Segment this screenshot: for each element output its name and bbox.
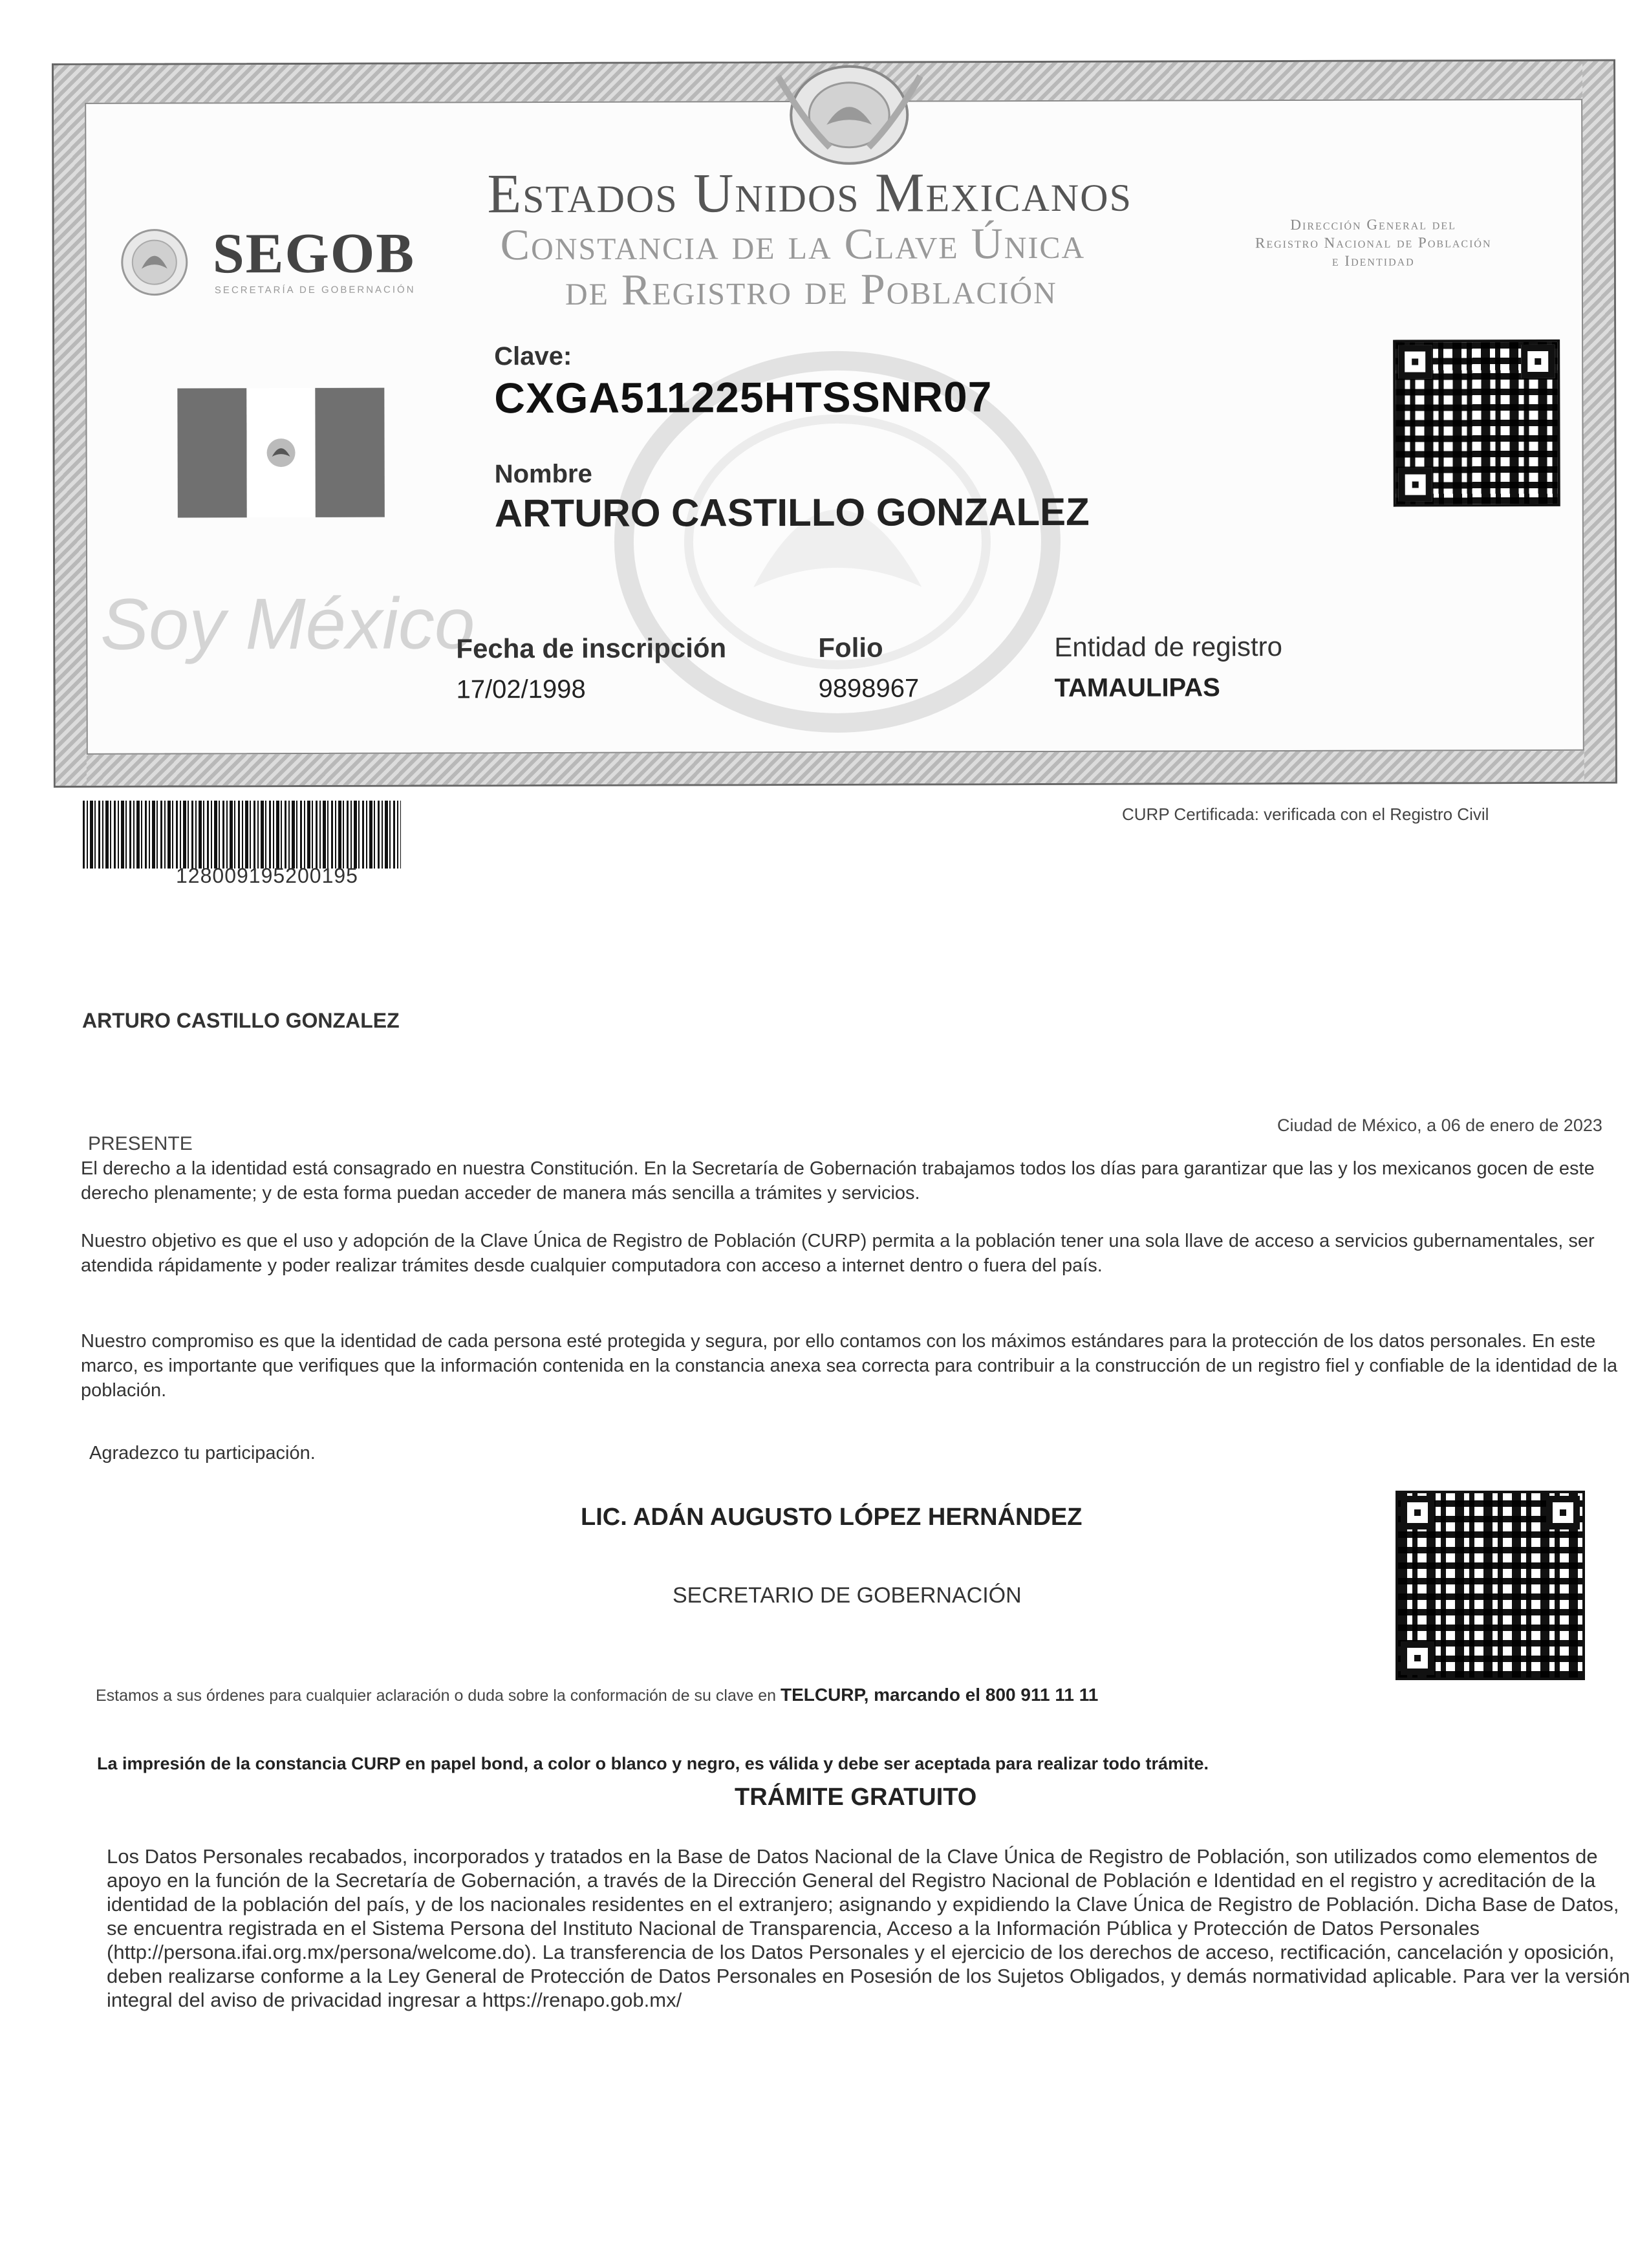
contact-line xyxy=(96,1685,1098,1705)
document-title-line2: de Registro de Población xyxy=(565,263,1057,314)
barcode-icon xyxy=(83,801,401,869)
eagle-seal-icon xyxy=(119,226,190,297)
folio-label: Folio xyxy=(818,632,883,663)
clave-value: CXGA511225HTSSNR07 xyxy=(494,373,993,422)
validity-note: La impresión de la constancia CURP en papel bond, a color o blanco y negro, es válida y debe ser aceptada para realizar todo trámite. xyxy=(97,1754,1209,1773)
barcode-number: 128009195200195 xyxy=(176,864,358,887)
nombre-label: Nombre xyxy=(494,459,592,489)
paragraph-3: Nuestro compromiso es que la identidad de cada persona esté protegida y segura, por ello contamos con los máximos estándares para la protección de los datos personales. En este marco, es importante que verifiques que la información contenida en la constancia anexa sea correcta para contribuir a la construcción de un registro fiel y confiable de la identidad de la población. xyxy=(81,1331,1618,1401)
telcurp-phone: TELCURP, marcando el 800 911 11 11 xyxy=(780,1685,1099,1705)
qr-code-icon xyxy=(1396,1491,1585,1680)
card-border-right xyxy=(1582,61,1615,782)
direction-line1: Dirección General del xyxy=(1290,216,1456,233)
direction-line3: e Identidad xyxy=(1331,252,1415,269)
fecha-value: 17/02/1998 xyxy=(456,675,586,704)
entidad-value: TAMAULIPAS xyxy=(1054,673,1220,702)
country-title: Estados Unidos Mexicanos xyxy=(487,160,1133,225)
curp-certificate-card xyxy=(52,59,1617,788)
contact-prefix: Estamos a sus órdenes para cualquier aclaración o duda sobre la conformación de su clave en xyxy=(96,1687,777,1705)
slogan: Soy México xyxy=(100,583,475,665)
qr-code-icon xyxy=(1393,340,1560,507)
segob-logo: SEGOB xyxy=(212,222,416,286)
mexican-flag-icon xyxy=(177,388,385,518)
privacy-notice: Los Datos Personales recabados, incorporados y tratados en la Base de Datos Nacional de la Clave Única de Registro de Población, son utilizados como elementos de apoyo en la función de la Secretaría de Gobernación, a través de la Dirección General del Registro Nacional de Población e Identidad en el registro y acreditación de la identidad de la población del país, y de los nacionales residentes en el extranjero; asignando y expidiendo la Clave Única de Registro de Población. Dicha Base de Datos, se encuentra registrada en el Sistema Persona del Instituto Nacional de Transparencia, Acceso a la Información Pública y Protección de Datos Personales (http://persona.ifai.org.mx/persona/welcome.do). La transferencia de los Datos Personales y el ejercicio de los derechos de acceso, rectificación, cancelación y oposición, deben realizarse conforme a la Ley General de Protección de Datos Personales en Posesión de los Sujetos Obligados, y demás normatividad aplicable. Para ver la versión integral del aviso de privacidad ingresar a https://renapo.gob.mx/ xyxy=(107,1845,1630,2011)
letter-thanks: Agradezco tu participación. xyxy=(89,1443,316,1463)
free-procedure: TRÁMITE GRATUITO xyxy=(735,1784,977,1811)
segob-subtitle: SECRETARÍA DE GOBERNACIÓN xyxy=(214,284,416,296)
direction-text xyxy=(1205,215,1542,270)
signer-title: SECRETARIO DE GOBERNACIÓN xyxy=(673,1583,1022,1608)
letter-presente: PRESENTE xyxy=(88,1133,193,1154)
paragraph-2: Nuestro objetivo es que el uso y adopción de la Clave Única de Registro de Población (CURP) permita a la población tener una sola llave de acceso a servicios gubernamentales, ser atendida rápidamente y poder realizar trámites desde cualquier computadora con acceso a internet dentro o fuera del país. xyxy=(81,1231,1595,1276)
letter-place-date: Ciudad de México, a 06 de enero de 2023 xyxy=(1277,1116,1602,1135)
nombre-value: ARTURO CASTILLO GONZALEZ xyxy=(494,490,1090,535)
direction-line2: Registro Nacional de Población xyxy=(1255,234,1492,252)
entidad-label: Entidad de registro xyxy=(1054,631,1282,662)
paragraph-1: El derecho a la identidad está consagrado en nuestra Constitución. En la Secretaría de Gobernación trabajamos todos los días para garantizar que las y los mexicanos gocen de este derecho plenamente; y de esta forma puedan acceder de manera más sencilla a trámites y servicios. xyxy=(81,1158,1595,1204)
card-border-bottom xyxy=(56,751,1615,786)
folio-value: 9898967 xyxy=(818,674,920,703)
clave-label: Clave: xyxy=(494,341,572,371)
signer-name: LIC. ADÁN AUGUSTO LÓPEZ HERNÁNDEZ xyxy=(581,1504,1083,1531)
card-border-left xyxy=(54,65,87,786)
fecha-label: Fecha de inscripción xyxy=(456,632,727,664)
document-title-line1: Constancia de la Clave Única xyxy=(500,218,1086,270)
letter-recipient: ARTURO CASTILLO GONZALEZ xyxy=(82,1009,400,1032)
certified-note: CURP Certificada: verificada con el Registro Civil xyxy=(1122,805,1489,824)
